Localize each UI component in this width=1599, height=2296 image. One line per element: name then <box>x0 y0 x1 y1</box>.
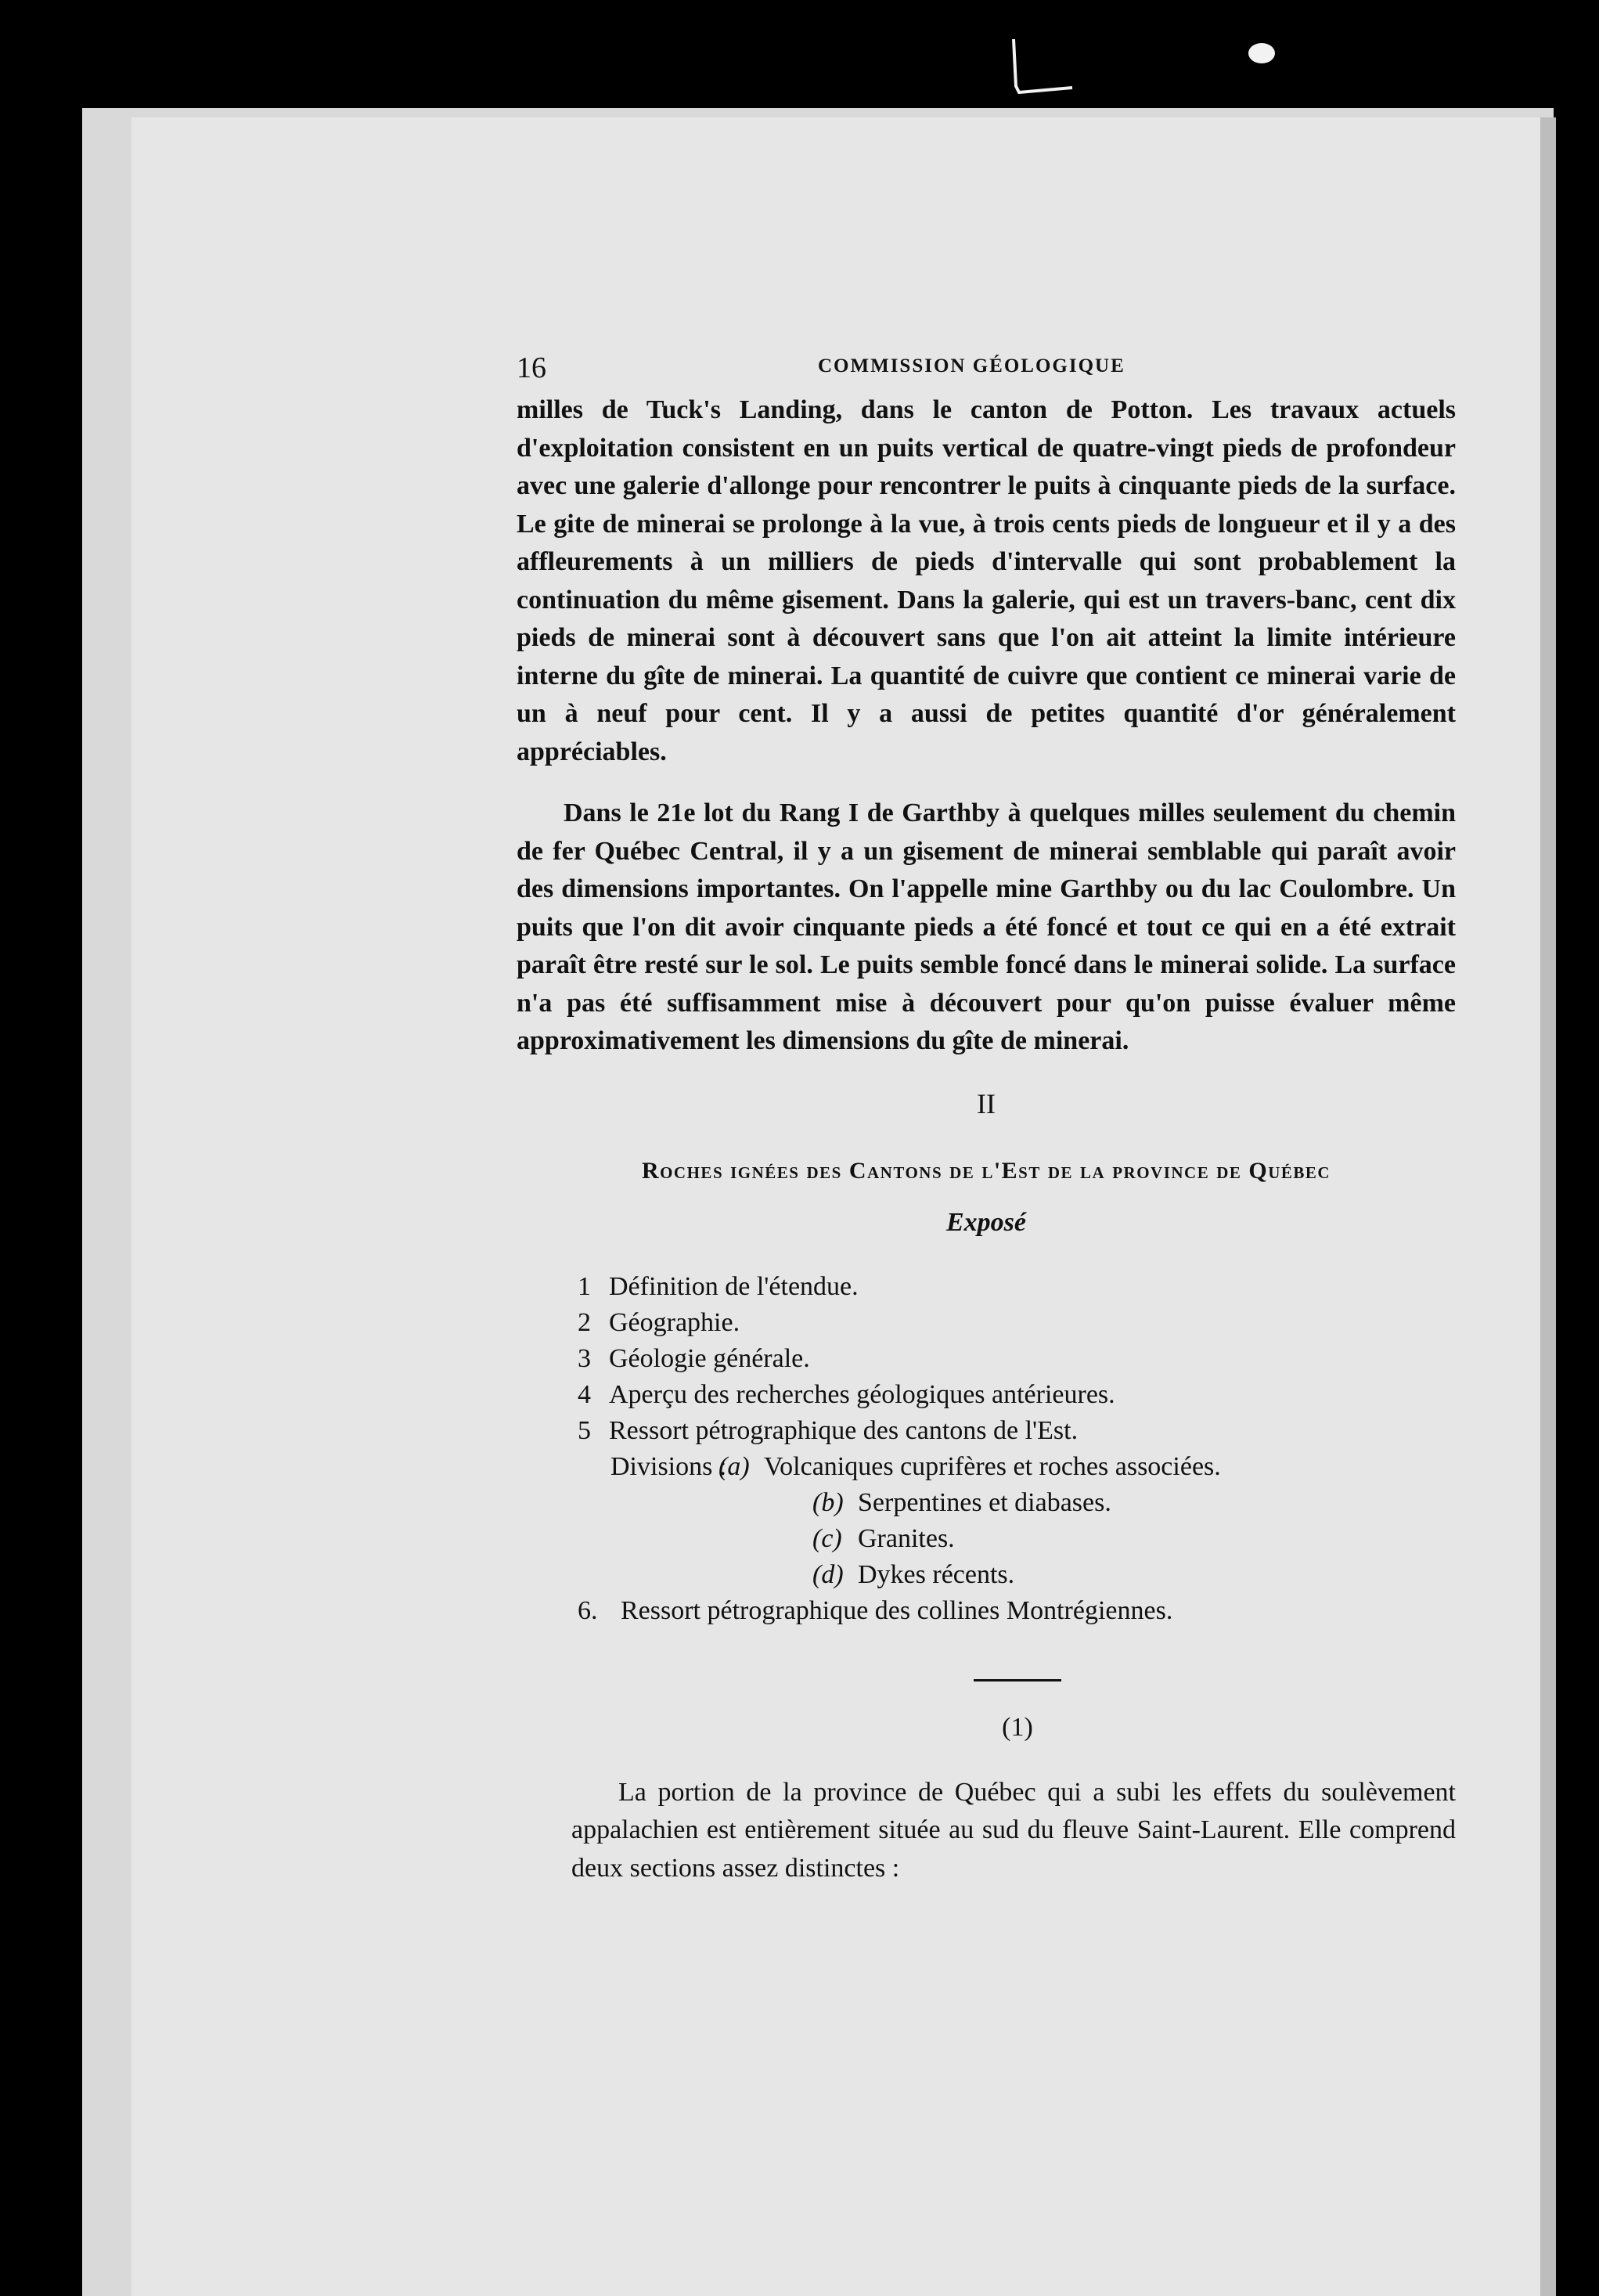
division-item <box>578 1557 1456 1593</box>
outline-number: 1 <box>578 1271 591 1301</box>
division-text: Granites. <box>858 1523 955 1553</box>
outline-text: Ressort pétrographique des cantons de l'Est. <box>609 1415 1079 1445</box>
section-number: II <box>977 1087 996 1119</box>
body-paragraph-2: Dans le 21e lot du Rang I de Garthby à quelques milles seulement du chemin de fer Québec Central, il y a un gisement de minerai semblable qui paraît avoir des dimensions importantes. On l'appelle mine Garthby ou du lac Coulombre. Un puits que l'on dit avoir cinquante pieds a été foncé et tout ce qui en a été extrait paraît être resté sur le sol. Le puits semble foncé dans le minerai solide. La surface n'a pas été suffisamment mise à découvert pour qu'on puisse évaluer même approximativement les dimensions du gîte de minerai. <box>517 798 1456 1055</box>
outline-number: 4 <box>578 1379 591 1409</box>
outline-number: 5 <box>578 1415 591 1445</box>
outline-item <box>578 1305 1456 1341</box>
outline-number: 3 <box>578 1343 591 1373</box>
outline-text: Géologie générale. <box>609 1343 810 1373</box>
outline-number: 2 <box>578 1307 591 1337</box>
division-item <box>578 1449 1456 1485</box>
division-letter: (b) <box>812 1487 844 1517</box>
page-number: 16 <box>517 351 546 384</box>
outline-text: Aperçu des recherches géologiques antérieures. <box>609 1379 1115 1409</box>
division-text: Volcaniques cuprifères et roches associées. <box>764 1451 1221 1481</box>
outline-text: Définition de l'étendue. <box>609 1271 859 1301</box>
outline-item <box>578 1377 1456 1413</box>
outline-number: 6. <box>578 1595 598 1625</box>
division-item <box>578 1485 1456 1521</box>
outline-item <box>578 1593 1456 1629</box>
division-letter: (c) <box>812 1523 842 1553</box>
outline-text: Ressort pétrographique des collines Montrégiennes. <box>621 1595 1173 1625</box>
page-content <box>517 344 1456 1887</box>
outline-item <box>578 1413 1456 1449</box>
division-letter: (d) <box>812 1559 844 1589</box>
section-title: Roches ignées des Cantons de l'Est de la province de Québec <box>641 1157 1331 1184</box>
page-edge <box>1540 117 1556 2296</box>
division-text: Dykes récents. <box>858 1559 1015 1589</box>
section-subtitle: Exposé <box>946 1207 1026 1237</box>
divider-rule <box>974 1679 1061 1681</box>
pen-mark <box>1010 39 1080 102</box>
subsection-number: (1) <box>1002 1712 1033 1742</box>
outline-item <box>578 1269 1456 1305</box>
page-header <box>517 344 1456 391</box>
body-paragraph-1: milles de Tuck's Landing, dans le canton de Potton. Les travaux actuels d'exploitation consistent en un puits vertical de quatre-vingt pieds de profondeur avec une galerie d'allonge pour rencontrer le puits à cinquante pieds de la surface. Le gite de minerai se prolonge à la vue, à trois cents pieds de longueur et il y a des affleurements à un milliers de pieds d'intervalle qui sont probablement la continuation du même gisement. Dans la galerie, qui est un travers-banc, cent dix pieds de minerai sont à découvert sans que l'on ait atteint la limite intérieure interne du gîte de minerai. La quantité de cuivre que contient ce minerai varie de un à neuf pour cent. Il y a aussi de petites quantité d'or généralement appréciables. <box>517 395 1456 766</box>
division-item <box>578 1521 1456 1557</box>
division-text: Serpentines et diabases. <box>858 1487 1111 1517</box>
division-letter: (a) <box>718 1451 750 1481</box>
running-head: COMMISSION GÉOLOGIQUE <box>818 355 1125 377</box>
outline-text: Géographie. <box>609 1307 740 1337</box>
ink-blot <box>1248 43 1275 63</box>
subsection-paragraph: La portion de la province de Québec qui a subi les effets du soulèvement appalachien est entièrement située au sud du fleuve Saint-Laurent. Elle comprend deux sections assez distinctes : <box>571 1777 1456 1883</box>
divisions-label: Divisions : <box>610 1451 727 1481</box>
outline-list <box>517 1269 1456 1629</box>
outline-item <box>578 1341 1456 1377</box>
